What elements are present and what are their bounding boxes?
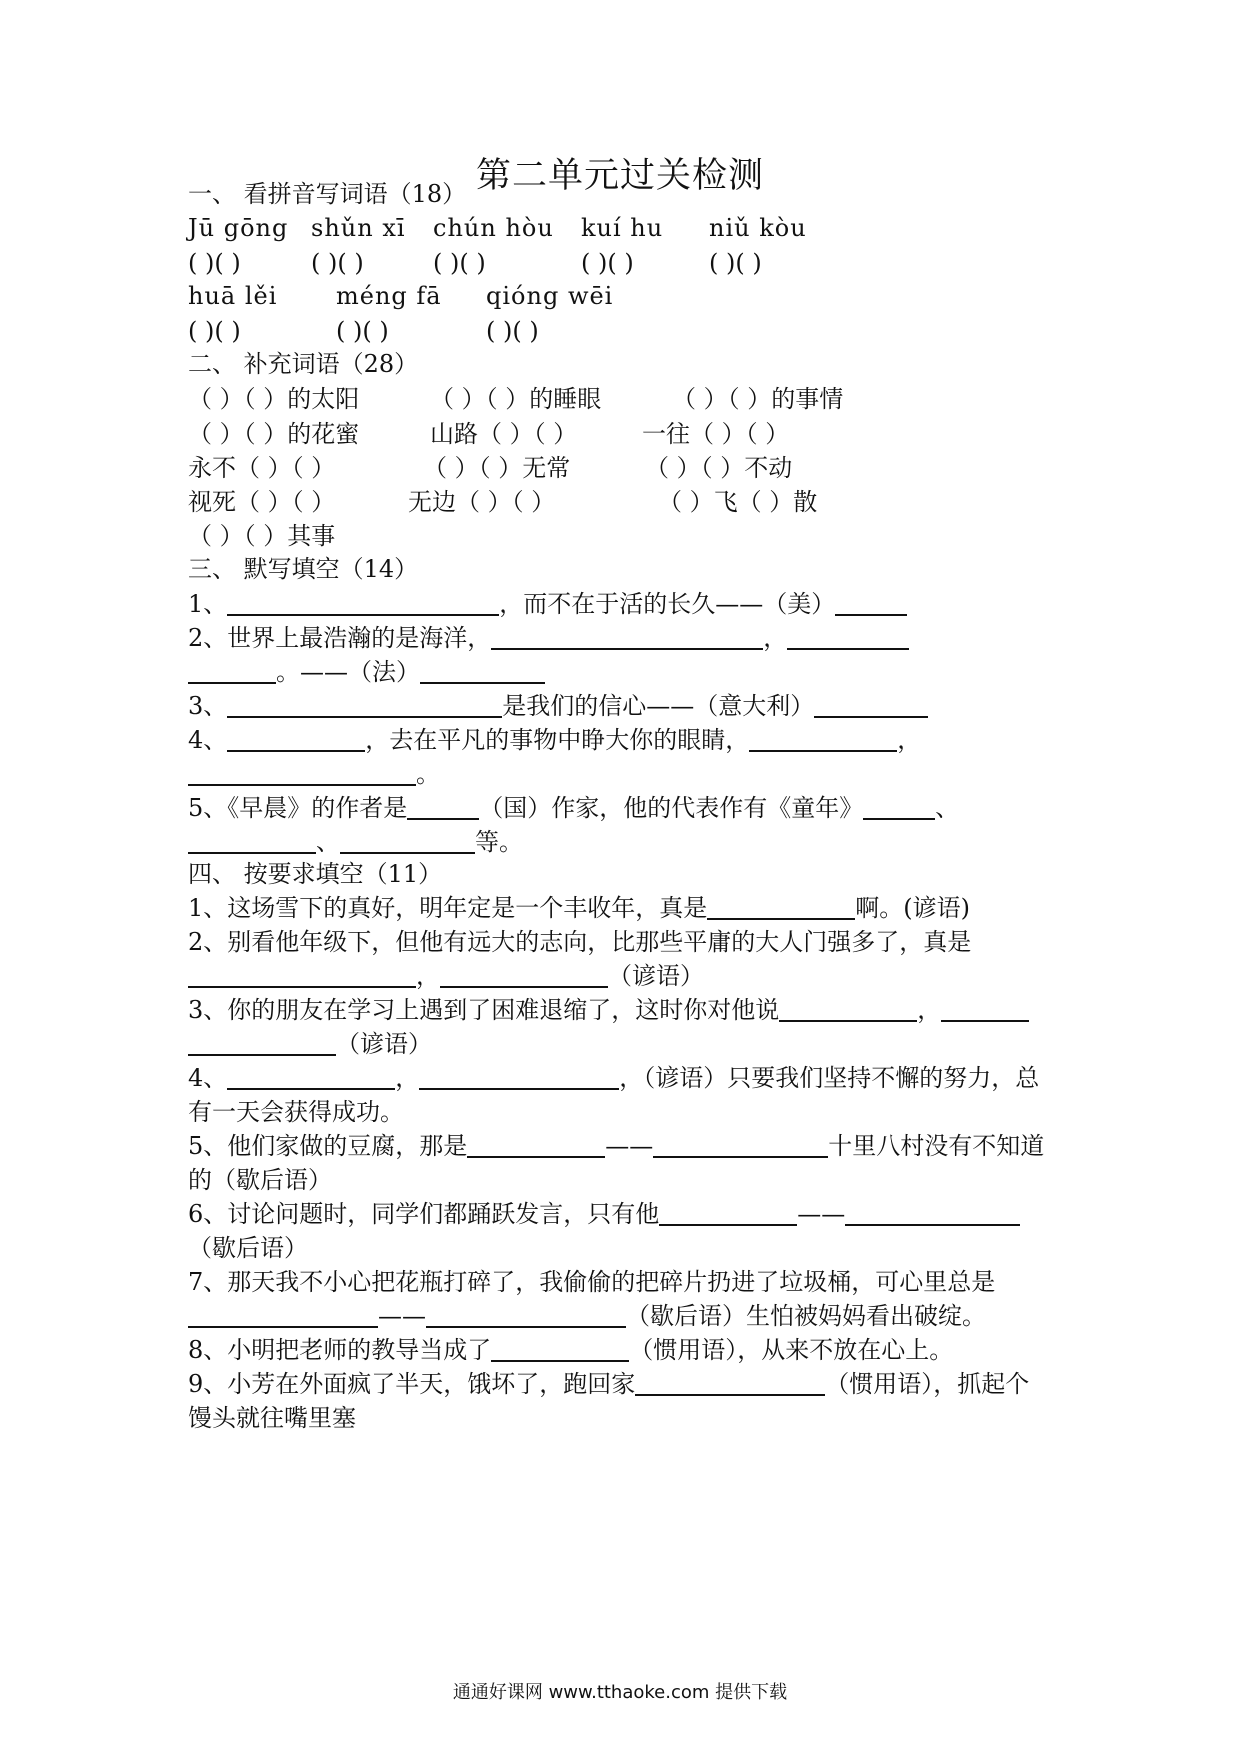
answer-line[interactable] bbox=[845, 1198, 1020, 1226]
answer-line[interactable] bbox=[188, 826, 316, 854]
page-title: 第二单元过关检测 bbox=[475, 156, 764, 196]
pinyin-row-1 bbox=[188, 212, 807, 244]
q-text: 1、这场雪下的真好，明年定是一个丰收年，真是 bbox=[188, 894, 708, 922]
answer-line[interactable] bbox=[188, 960, 416, 988]
q-text: ， bbox=[897, 726, 922, 754]
answer-blank[interactable]: ( )( ) bbox=[311, 249, 364, 277]
answer-line[interactable] bbox=[491, 622, 763, 650]
answer-line[interactable] bbox=[749, 724, 897, 752]
q-text: 1、 bbox=[188, 590, 228, 618]
s4-question-1 bbox=[188, 892, 970, 924]
q-text: ， bbox=[917, 996, 942, 1024]
q-text: 。——（法） bbox=[276, 658, 420, 686]
pinyin-item: méng fā bbox=[336, 282, 442, 310]
q-text: 、 bbox=[935, 794, 960, 822]
s4-question-7: 7、那天我不小心把花瓶打碎了，我偷偷的把碎片扔进了垃圾桶，可心里总是 bbox=[188, 1268, 996, 1296]
footer-credit: 通通好课网 www.tthaoke.com 提供下载 bbox=[452, 1682, 788, 1703]
s4-question-9-cont: 馒头就往嘴里塞 bbox=[188, 1404, 356, 1432]
fill-item[interactable]: （ ）（ ）不动 bbox=[645, 454, 793, 482]
s3-question-2 bbox=[188, 622, 909, 654]
q-text: （惯用语），抓起个 bbox=[825, 1370, 1030, 1398]
q-text: 。 bbox=[416, 760, 440, 788]
answer-line[interactable] bbox=[188, 1300, 378, 1328]
pinyin-item: qióng wēi bbox=[486, 282, 614, 310]
q-text: —— bbox=[797, 1200, 846, 1228]
q-text: 3、 bbox=[188, 692, 228, 720]
s3-question-4 bbox=[188, 724, 921, 756]
fill-item[interactable]: 无边（ ）（ ） bbox=[408, 488, 556, 516]
answer-blank[interactable]: ( )( ) bbox=[709, 249, 762, 277]
s4-question-5-cont: 的（歇后语） bbox=[188, 1166, 332, 1194]
answer-line[interactable] bbox=[188, 656, 276, 684]
answer-line[interactable] bbox=[707, 892, 855, 920]
answer-line[interactable] bbox=[227, 690, 502, 718]
answer-line[interactable] bbox=[420, 656, 545, 684]
q-text: ，而不在于活的长久——（美） bbox=[499, 590, 836, 618]
s4-question-9 bbox=[188, 1368, 1029, 1400]
s3-question-5 bbox=[188, 792, 959, 824]
s4-question-6 bbox=[188, 1198, 1020, 1230]
answer-line[interactable] bbox=[227, 724, 365, 752]
fill-item[interactable]: （ ）（ ）无常 bbox=[423, 454, 571, 482]
word-row-2 bbox=[188, 418, 789, 450]
word-row-3 bbox=[188, 452, 792, 484]
answer-line[interactable] bbox=[653, 1130, 828, 1158]
q-text: 5、他们家做的豆腐，那是 bbox=[188, 1132, 468, 1160]
section-2-heading: 二、 补充词语（28） bbox=[188, 350, 419, 378]
fill-item[interactable]: （ ）（ ）的事情 bbox=[672, 385, 844, 413]
q-text: （惯用语），从来不放在心上。 bbox=[629, 1336, 954, 1364]
answer-line[interactable] bbox=[814, 690, 928, 718]
s3-question-4-cont bbox=[188, 758, 440, 790]
q-text: ， bbox=[763, 624, 788, 652]
answer-line[interactable] bbox=[407, 792, 479, 820]
s3-question-1 bbox=[188, 588, 907, 620]
q-text: —— bbox=[378, 1302, 426, 1330]
s4-question-2-cont bbox=[188, 960, 704, 992]
answer-line[interactable] bbox=[467, 1130, 605, 1158]
fill-item[interactable]: （ ）飞（ ）散 bbox=[658, 488, 818, 516]
answer-blank[interactable]: ( )( ) bbox=[188, 317, 241, 345]
pinyin-item: chún hòu bbox=[433, 214, 554, 242]
fill-item[interactable]: （ ）（ ）的太阳 bbox=[188, 385, 360, 413]
answer-blank[interactable]: ( )( ) bbox=[581, 249, 634, 277]
answer-blank[interactable]: ( )( ) bbox=[336, 317, 389, 345]
q-text: 是我们的信心——（意大利） bbox=[502, 692, 815, 720]
answer-line[interactable] bbox=[835, 588, 907, 616]
pinyin-item: Jū gōng bbox=[188, 214, 289, 242]
answer-line[interactable] bbox=[227, 1062, 395, 1090]
s4-question-7-cont bbox=[188, 1300, 986, 1332]
s4-question-8 bbox=[188, 1334, 953, 1366]
answer-line[interactable] bbox=[440, 960, 608, 988]
pinyin-row-2 bbox=[188, 280, 613, 312]
q-text: 3、你的朋友在学习上遇到了困难退缩了，这时你对他说 bbox=[188, 996, 780, 1024]
word-row-4 bbox=[188, 486, 817, 518]
answer-line[interactable] bbox=[779, 994, 917, 1022]
q-text: ，（谚语）只要我们坚持不懈的努力，总 bbox=[619, 1064, 1040, 1092]
q-text: 2、世界上最浩瀚的是海洋， bbox=[188, 624, 492, 652]
answer-line[interactable] bbox=[863, 792, 935, 820]
q-text: 4、 bbox=[188, 726, 228, 754]
answer-line[interactable] bbox=[941, 994, 1029, 1022]
word-row-5[interactable]: （ ）（ ）其事 bbox=[188, 522, 336, 550]
answer-line[interactable] bbox=[227, 588, 499, 616]
s4-question-2: 2、别看他年级下，但他有远大的志向，比那些平庸的大人门强多了，真是 bbox=[188, 928, 972, 956]
q-text: 啊。(谚语) bbox=[855, 894, 971, 922]
word-row-1 bbox=[188, 383, 843, 415]
q-text: 6、讨论问题时，同学们都踊跃发言，只有他 bbox=[188, 1200, 660, 1228]
s4-question-6-cont: （歇后语） bbox=[188, 1234, 308, 1262]
answer-line[interactable] bbox=[426, 1300, 626, 1328]
answer-blank[interactable]: ( )( ) bbox=[188, 249, 241, 277]
answer-line[interactable] bbox=[787, 622, 909, 650]
q-text: 9、小芳在外面疯了半天，饿坏了，跑回家 bbox=[188, 1370, 636, 1398]
section-4-heading: 四、 按要求填空（11） bbox=[188, 860, 443, 888]
q-text: —— bbox=[605, 1132, 654, 1160]
pinyin-item: huā lěi bbox=[188, 282, 278, 310]
q-text: 4、 bbox=[188, 1064, 228, 1092]
q-text: ， bbox=[416, 962, 440, 990]
s4-question-3 bbox=[188, 994, 1029, 1026]
answer-line[interactable] bbox=[491, 1334, 629, 1362]
q-text: ， bbox=[395, 1064, 420, 1092]
answer-line[interactable] bbox=[659, 1198, 797, 1226]
section-3-heading: 三、 默写填空（14） bbox=[188, 555, 419, 583]
fill-item[interactable]: 永不（ ）（ ） bbox=[188, 454, 336, 482]
answer-row-1 bbox=[188, 247, 762, 279]
fill-item[interactable]: 视死（ ）（ ） bbox=[188, 488, 336, 516]
s3-question-3 bbox=[188, 690, 928, 722]
pinyin-item: niǔ kòu bbox=[709, 214, 807, 242]
answer-row-2 bbox=[188, 315, 539, 347]
q-text: （国）作家，他的代表作有《童年》 bbox=[479, 794, 864, 822]
q-text: （歇后语）生怕被妈妈看出破绽。 bbox=[626, 1302, 986, 1330]
s4-question-3-cont bbox=[188, 1028, 432, 1060]
answer-line[interactable] bbox=[188, 758, 416, 786]
fill-item[interactable]: （ ）（ ）的花蜜 bbox=[188, 420, 360, 448]
q-text: ，去在平凡的事物中睁大你的眼睛， bbox=[365, 726, 750, 754]
answer-line[interactable] bbox=[419, 1062, 619, 1090]
answer-line[interactable] bbox=[635, 1368, 825, 1396]
q-text: 十里八村没有不知道 bbox=[828, 1132, 1045, 1160]
q-text: 等。 bbox=[475, 828, 523, 856]
s4-question-5 bbox=[188, 1130, 1044, 1162]
s3-question-5-cont bbox=[188, 826, 523, 858]
fill-item[interactable]: （ ）（ ）的睡眼 bbox=[430, 385, 602, 413]
pinyin-item: shǔn xī bbox=[311, 214, 406, 242]
s4-question-4-cont: 有一天会获得成功。 bbox=[188, 1098, 404, 1126]
answer-line[interactable] bbox=[188, 1028, 336, 1056]
section-1-heading: 一、 看拼音写词语（18） bbox=[188, 180, 467, 208]
fill-item[interactable]: 山路（ ）（ ） bbox=[430, 420, 578, 448]
answer-line[interactable] bbox=[340, 826, 475, 854]
s4-question-4 bbox=[188, 1062, 1039, 1094]
q-text: 5、《早晨》的作者是 bbox=[188, 794, 408, 822]
answer-blank[interactable]: ( )( ) bbox=[486, 317, 539, 345]
q-text: 、 bbox=[316, 828, 340, 856]
s3-question-2-cont bbox=[188, 656, 545, 688]
answer-blank[interactable]: ( )( ) bbox=[433, 249, 486, 277]
q-text: （谚语） bbox=[336, 1030, 432, 1058]
pinyin-item: kuí hu bbox=[581, 214, 664, 242]
fill-item[interactable]: 一往（ ）（ ） bbox=[642, 420, 790, 448]
q-text: （谚语） bbox=[608, 962, 704, 990]
q-text: 8、小明把老师的教导当成了 bbox=[188, 1336, 492, 1364]
